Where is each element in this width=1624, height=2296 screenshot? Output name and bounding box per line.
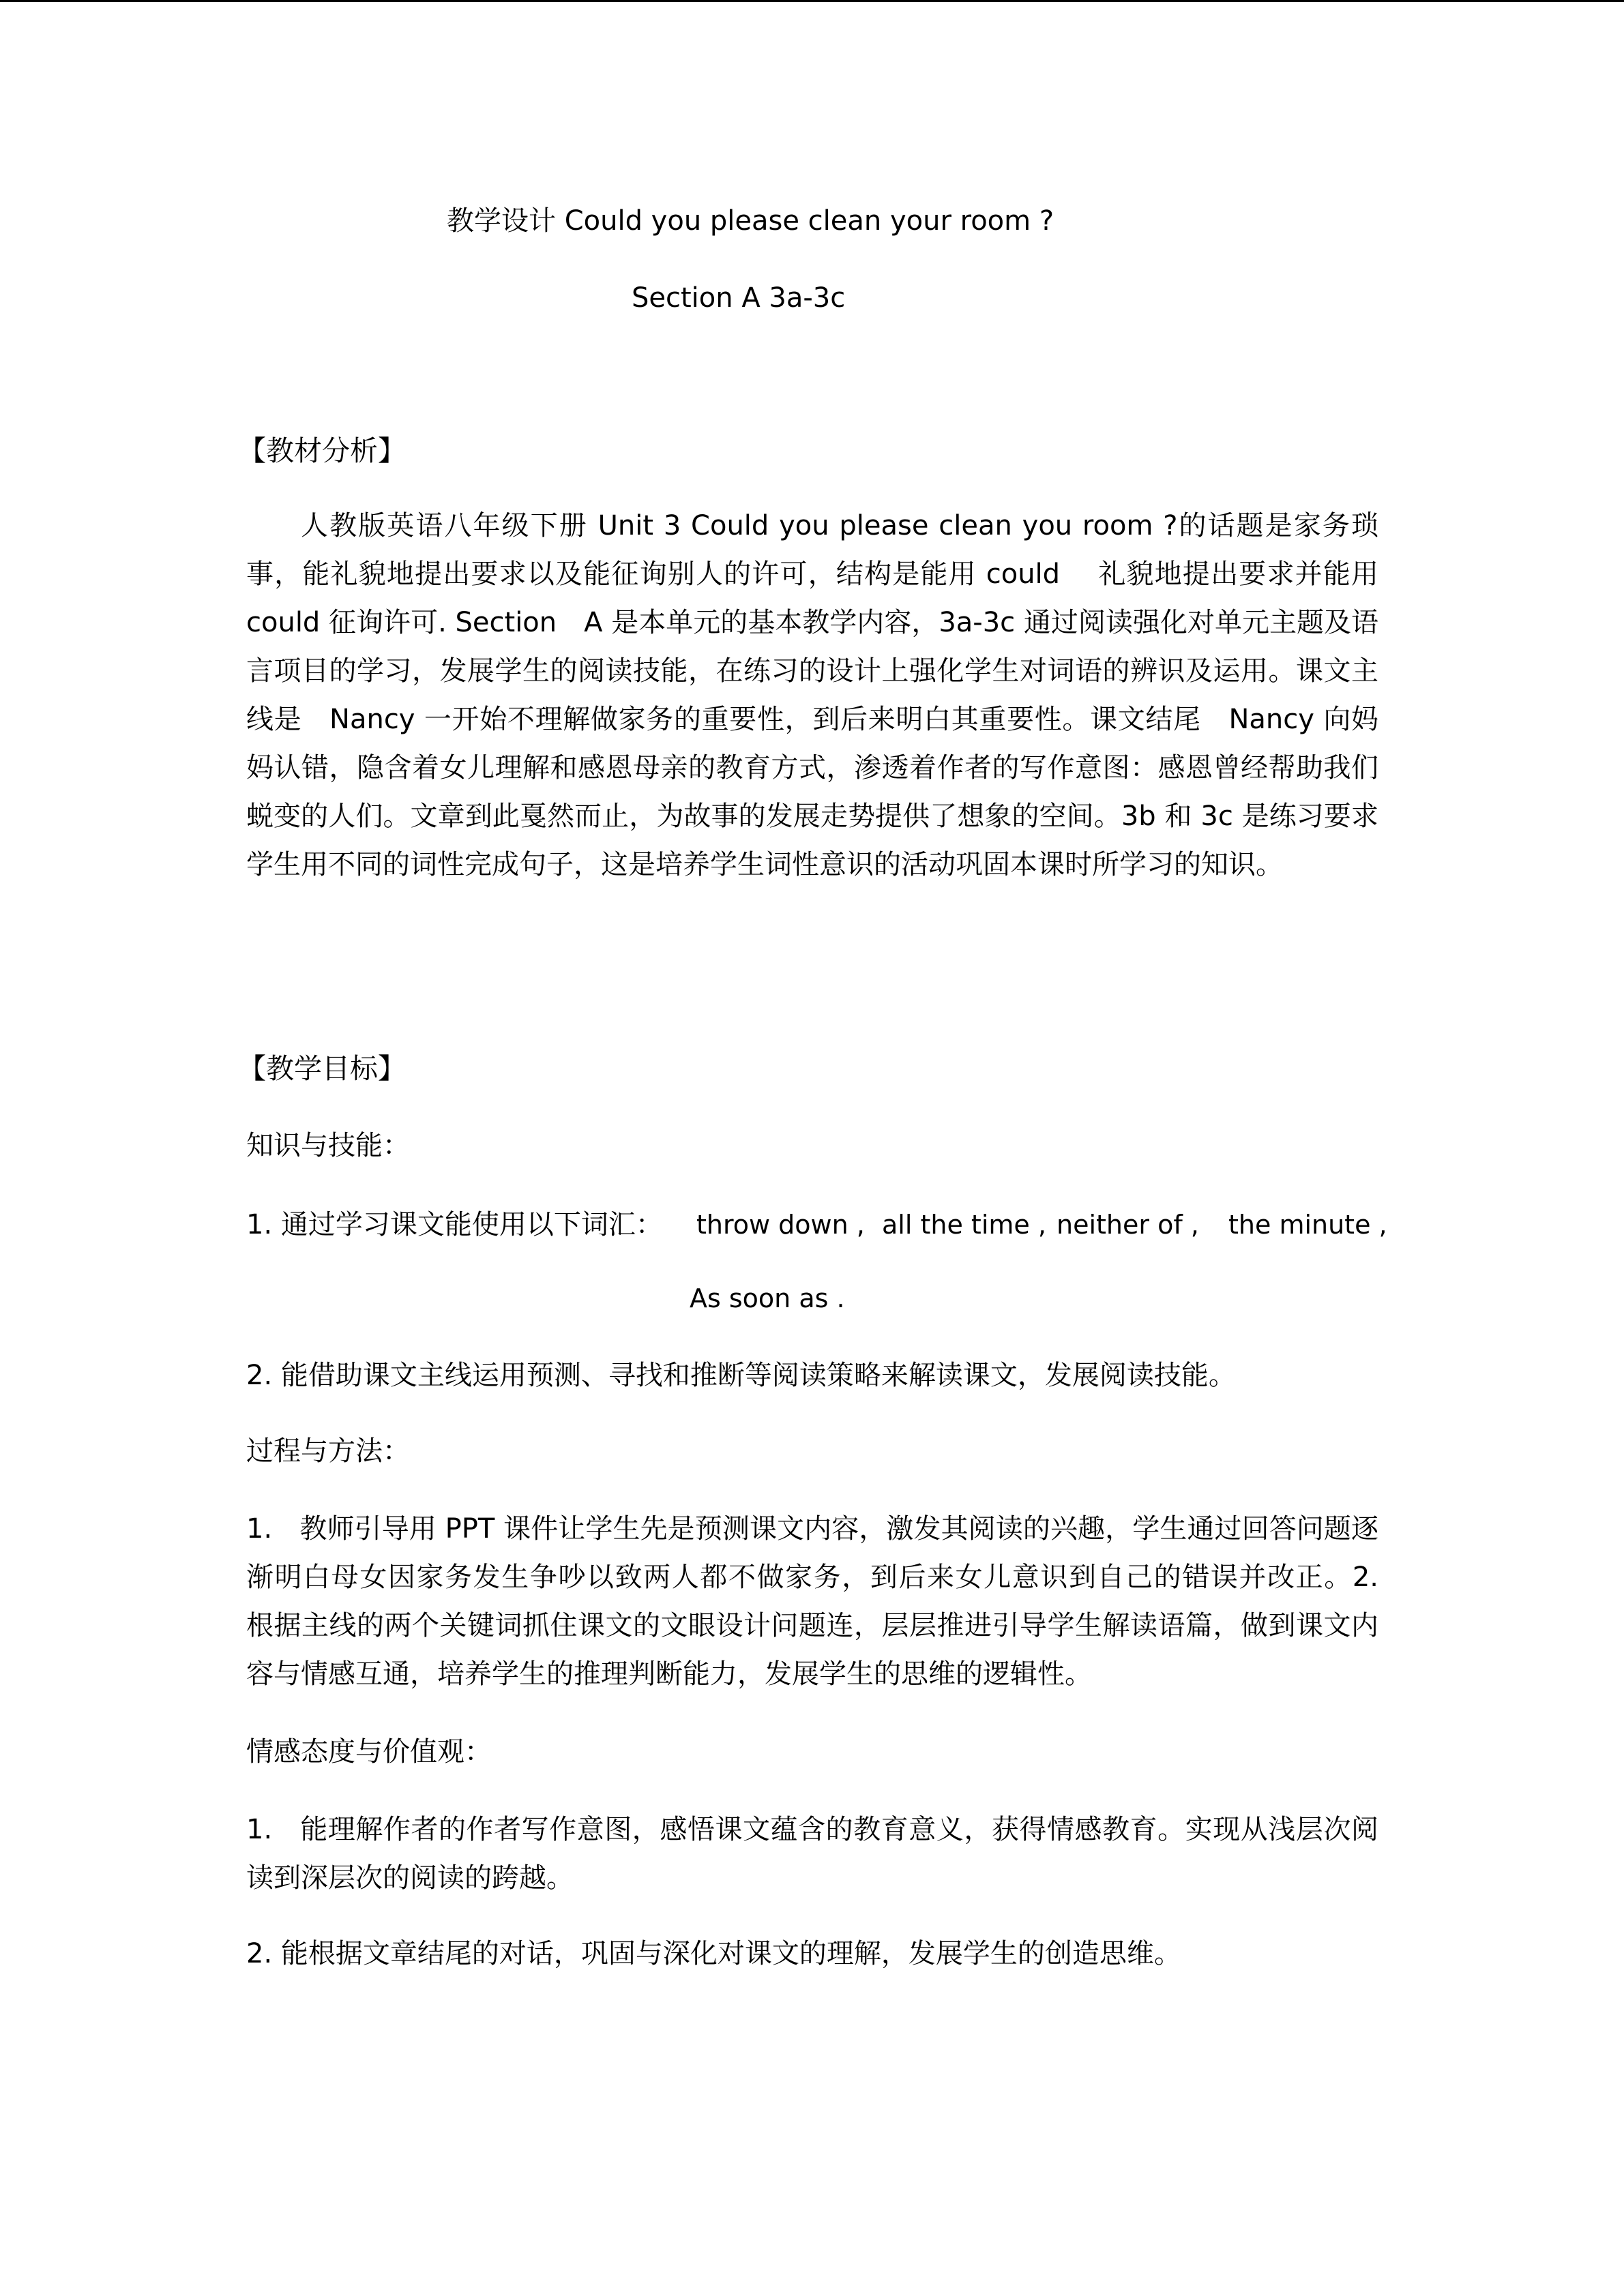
emotion-item-2: 2. 能根据文章结尾的对话，巩固与深化对课文的理解，发展学生的创造思维。 [246,1938,1181,1969]
vocab-item: neither of , [1057,1210,1199,1240]
analysis-paragraph: 人教版英语八年级下册 Unit 3 Could you please clean you room ?的话题是家务琐事，能礼貌地提出要求以及能征询别人的许可，结构是能用 could 礼貌地提出要求并能用 could 征询许可. Section A 是本单元的基本教学内容，3a-3c 通过阅读强化对单元主题及语言项目的学习，发展学生的阅读技能，在练习的设计上强化学生对词语的辨识及运用。课文主线是 Nancy 一开始不理解做家务的重要性，到后来明白其重要性。课文结尾 Nancy 向妈妈认错，隐含着女儿理解和感恩母亲的教育方式，渗透着作者的写作意图：感恩曾经帮助我们蜕变的人们。文章到此戛然而止，为故事的发展走势提供了想象的空间。3b 和 3c 是练习要求学生用不同的词性完成句子，这是培养学生词性意识的活动巩固本课时所学习的知识。 [246,510,1378,880]
document-subtitle: Section A 3a-3c [632,282,846,314]
process-label: 过程与方法： [246,1435,410,1467]
vocab-intro: 1. 通过学习课文能使用以下词汇： [246,1209,663,1240]
emotion-label: 情感态度与价值观： [246,1736,492,1768]
vocab-item-last: As soon as . [690,1283,845,1313]
knowledge-label: 知识与技能： [246,1130,410,1161]
document-title: 教学设计 Could you please clean your room ? [447,205,1054,237]
vocab-item: all the time , [882,1210,1046,1240]
vocab-item: throw down , [696,1210,865,1240]
analysis-heading: 【教材分析】 [238,434,406,467]
vocab-item: the minute , [1228,1210,1387,1240]
process-paragraph: 1. 教师引导用 PPT 课件让学生先是预测课文内容，激发其阅读的兴趣，学生通过回答问题逐渐明白母女因家务发生争吵以致两人都不做家务，到后来女儿意识到自己的错误并改正。2. 根据主线的两个关键词抓住课文的文眼设计问题连，层层推进引导学生解读语篇，做到课文内容与情感互通，培养学生的推理判断能力，发展学生的思维的逻辑性。 [246,1513,1406,1690]
objectives-heading: 【教学目标】 [238,1052,406,1085]
emotion-item-1: 1. 能理解作者的作者写作意图，感悟课文蕴含的教育意义，获得情感教育。实现从浅层次阅读到深层次的阅读的跨越。 [246,1814,1378,1894]
vocab-list [246,1204,1406,1245]
knowledge-item-2: 2. 能借助课文主线运用预测、寻找和推断等阅读策略来解读课文，发展阅读技能。 [246,1360,1236,1391]
